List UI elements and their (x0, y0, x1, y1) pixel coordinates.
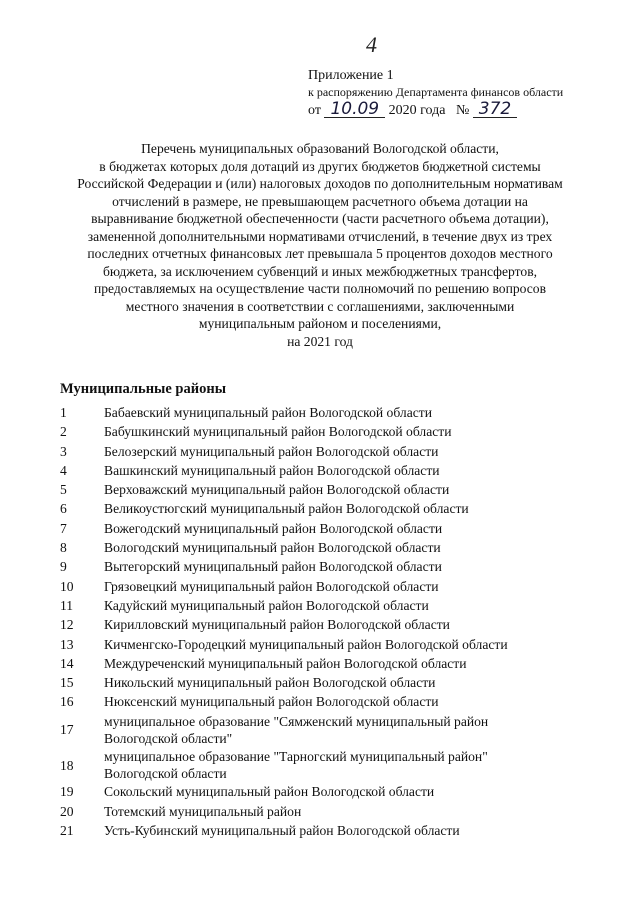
item-name-line: Верховажский муниципальный район Вологодской области (104, 482, 450, 498)
list-item (60, 822, 580, 840)
item-number: 21 (60, 822, 74, 838)
appendix-title: Приложение 1 (308, 68, 394, 83)
item-name-line: Междуреченский муниципальный район Вологодской области (104, 655, 467, 671)
item-name-line: Великоустюгский муниципальный район Вологодской области (104, 501, 469, 517)
list-item (60, 636, 580, 654)
item-name-line: Вытегорский муниципальный район Вологодской области (104, 559, 442, 575)
heading-line: отчислений в размере, не превышающем расчетного объема дотации на (112, 193, 528, 209)
item-number: 10 (60, 578, 74, 594)
item-name (104, 748, 580, 782)
heading-line: на 2021 год (287, 333, 353, 349)
item-name (104, 693, 580, 711)
list-item (60, 520, 580, 538)
list-item (60, 655, 580, 673)
item-name (104, 803, 580, 821)
handwritten-number: 372 (473, 101, 517, 118)
item-name (104, 713, 580, 747)
item-name-line: Грязовецкий муниципальный район Вологодской области (104, 578, 439, 594)
item-number: 13 (60, 636, 74, 652)
item-name-line: Вологодской области (104, 766, 227, 782)
item-name-line: Кичменгско-Городецкий муниципальный район Вологодской области (104, 636, 508, 652)
heading-line: Российской Федерации и (или) налоговых доходов по дополнительным нормативам (77, 176, 563, 191)
heading-line: замененной дополнительными нормативами отчислений, в течение двух из трех (87, 228, 553, 244)
item-name (104, 655, 580, 673)
item-name-line: Кадуйский муниципальный район Вологодской области (104, 597, 429, 613)
item-number: 1 (60, 405, 67, 420)
appendix-block (308, 68, 563, 119)
item-name (104, 462, 580, 480)
list-item (60, 481, 580, 499)
item-number: 11 (60, 597, 74, 613)
item-name-line: Тотемский муниципальный район (104, 803, 302, 819)
item-number: 9 (60, 559, 67, 575)
list-item (60, 443, 580, 461)
item-name-line: Бабаевский муниципальный район Вологодской области (104, 405, 432, 420)
number-label: № (455, 103, 470, 118)
item-name-line: Бабушкинский муниципальный район Вологодской области (104, 424, 452, 440)
heading-line: предоставляемых на осуществление части полномочий по решению вопросов (93, 281, 547, 296)
list-item (60, 558, 580, 576)
item-name-line: Кирилловский муниципальный район Вологодской области (104, 617, 450, 633)
section-title: Муниципальные районы (60, 381, 227, 397)
item-name (104, 520, 580, 538)
list-item (60, 674, 580, 692)
item-name-line: Вологодской области" (104, 730, 233, 746)
list-item (60, 693, 580, 711)
year-text: 2020 года (388, 103, 446, 118)
item-name-line: Усть-Кубинский муниципальный район Вологодской области (104, 822, 460, 838)
heading-line: последних отчетных финансовых лет превышала 5 процентов доходов местного (87, 246, 553, 261)
municipality-list (60, 404, 580, 841)
item-name (104, 481, 580, 499)
heading-line: муниципальным районом и поселениями, (198, 316, 442, 331)
item-name (104, 404, 580, 422)
item-name-line: Вологодский муниципальный район Вологодской области (104, 540, 441, 556)
list-item (60, 539, 580, 557)
date-prefix: от (308, 103, 321, 118)
list-item (60, 616, 580, 634)
item-name-line: муниципальное образование "Сямженский муниципальный район (104, 713, 489, 729)
heading-line: Перечень муниципальных образований Вологодской области, (141, 141, 499, 156)
item-name-line: Белозерский муниципальный район Вологодской области (104, 443, 439, 459)
list-item (60, 748, 580, 782)
list-item (60, 404, 580, 422)
list-item (60, 500, 580, 518)
item-name (104, 443, 580, 461)
item-number: 3 (60, 443, 67, 459)
item-name (104, 783, 580, 801)
page-number: 4 (366, 32, 377, 57)
item-name (104, 822, 580, 840)
item-name (104, 616, 580, 634)
list-item (60, 423, 580, 441)
handwritten-date: 10.09 (324, 101, 385, 118)
item-number: 8 (60, 540, 67, 556)
document-heading (70, 140, 570, 350)
item-number: 5 (60, 482, 67, 498)
item-number: 2 (60, 424, 67, 440)
item-name (104, 597, 580, 615)
item-name-line: Вожегодский муниципальный район Вологодской области (104, 520, 443, 536)
item-name-line: Вашкинский муниципальный район Вологодской области (104, 462, 440, 478)
item-number: 16 (60, 694, 74, 710)
heading-line: бюджета, за исключением субвенций и иных межбюджетных трансфертов, (102, 263, 538, 279)
item-number: 20 (60, 803, 74, 819)
item-number: 6 (60, 501, 67, 517)
item-name (104, 423, 580, 441)
item-number: 15 (60, 675, 74, 691)
item-number: 7 (60, 520, 67, 536)
item-name (104, 539, 580, 557)
item-number: 18 (60, 757, 74, 773)
heading-line: местного значения в соответствии с соглашениями, заключенными (125, 298, 515, 314)
heading-line: в бюджетах которых доля дотаций из других бюджетов бюджетной системы (99, 158, 541, 174)
item-name (104, 558, 580, 576)
list-item (60, 803, 580, 821)
item-number: 19 (60, 784, 74, 800)
item-name (104, 578, 580, 596)
list-item (60, 578, 580, 596)
item-name-line: Никольский муниципальный район Вологодской области (104, 675, 436, 691)
item-name (104, 500, 580, 518)
item-name (104, 674, 580, 692)
item-number: 17 (60, 722, 74, 738)
item-name-line: Сокольский муниципальный район Вологодской области (104, 784, 435, 800)
appendix-subtitle: к распоряжению Департамента финансов области (308, 85, 564, 99)
item-number: 4 (60, 462, 67, 478)
list-item (60, 597, 580, 615)
item-number: 14 (60, 655, 74, 671)
item-name-line: Нюксенский муниципальный район Вологодской области (104, 694, 439, 710)
heading-line: выравнивание бюджетной обеспеченности (части расчетного объема дотации), (91, 211, 549, 226)
list-item (60, 783, 580, 801)
appendix-dateline (308, 101, 563, 119)
item-number: 12 (60, 617, 74, 633)
item-name-line: муниципальное образование "Тарногский муниципальный район" (104, 749, 488, 765)
item-name (104, 636, 580, 654)
list-item (60, 713, 580, 747)
list-item (60, 462, 580, 480)
